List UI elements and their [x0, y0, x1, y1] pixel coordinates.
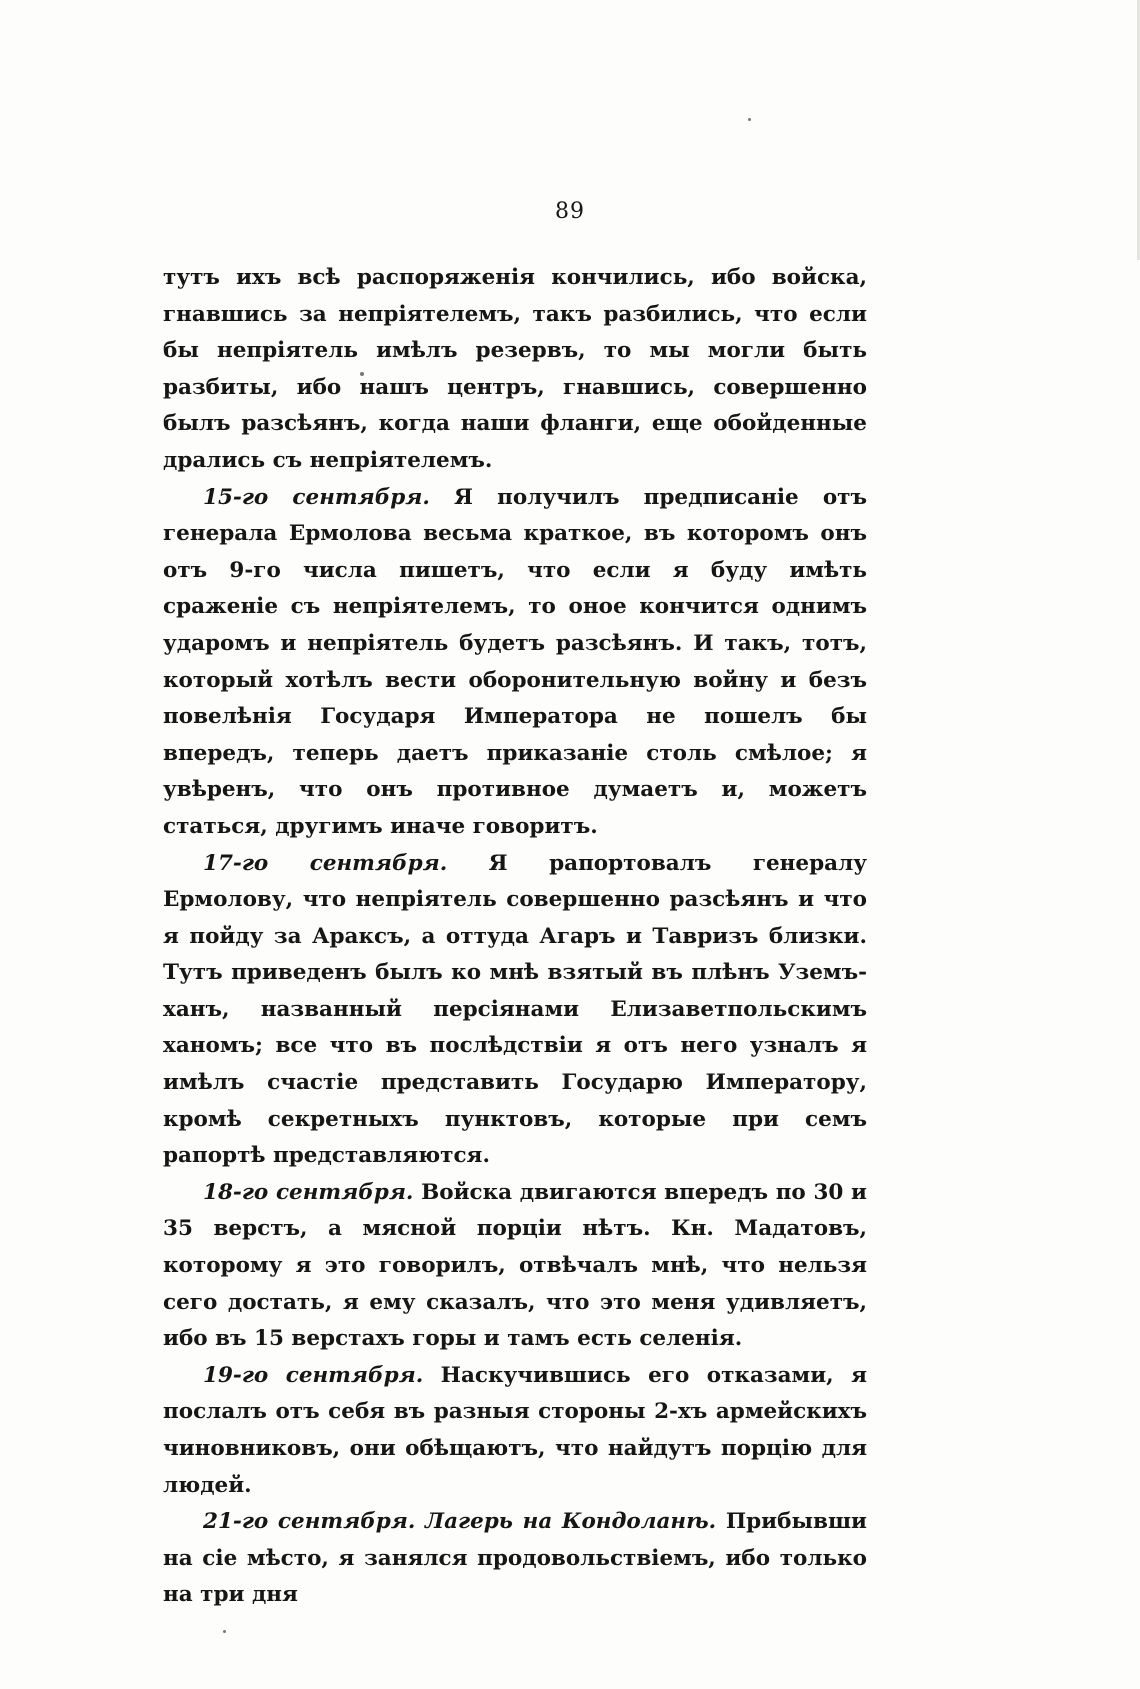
paragraph: [163, 260, 867, 480]
diary-entry: [163, 846, 867, 1175]
entry-text: Я рапортовалъ генералу Ермолову, что непріятель совершенно разсѣянъ и что я пойду за Араксъ, а оттуда Агаръ и Тавризъ близки. Тутъ приведенъ былъ ко мнѣ взятый въ плѣнъ Уземъ-ханъ, названный персіянами Елизаветпольскимъ ханомъ; все что въ послѣдствіи я отъ него узналъ я имѣлъ счастіе представить Государю Императору, кромѣ секретныхъ пунктовъ, которые при семъ рапортѣ представляются.: [163, 850, 867, 1169]
entry-text: Наскучившись его отказами, я послалъ отъ себя въ разныя стороны 2-хъ армейскихъ чиновниковъ, они обѣщаютъ, что найдутъ порцію для людей.: [163, 1362, 867, 1498]
entry-date: 21-го сентября. Лагерь на Кондоланѣ.: [203, 1509, 717, 1535]
paragraph-text: тутъ ихъ всѣ распоряженія кончились, ибо войска, гнавшись за непріятелемъ, такъ разбились, что если бы непріятель имѣлъ резервъ, то мы могли быть разбиты, ибо нашъ центръ, гнавшись, совершенно былъ разсѣянъ, когда наши фланги, еще обойденные дрались съ непріятелемъ.: [163, 265, 867, 473]
page-number: 89: [555, 199, 585, 224]
entry-text: Прибывши на сіе мѣсто, я занялся продовольствіемъ, ибо только на три дня: [163, 1509, 867, 1608]
entry-text: Я получилъ предписаніе отъ генерала Ермолова весьма краткое, въ которомъ онъ отъ 9-го числа пишетъ, что если я буду имѣть сраженіе съ непріятелемъ, то оное кончится однимъ ударомъ и непріятель будетъ разсѣянъ. И такъ, тотъ, который хотѣлъ вести оборонительную войну и безъ повелѣнія Государя Императора не пошелъ бы впередъ, теперь даетъ приказаніе столь смѣлое; я увѣренъ, что онъ противное думаетъ и, можетъ статься, другимъ иначе говоритъ.: [163, 484, 867, 839]
diary-entry: [163, 480, 867, 846]
entry-date: 18-го сентября.: [203, 1179, 414, 1205]
diary-entry: [163, 1504, 867, 1614]
scan-speck: [223, 1630, 226, 1633]
diary-entry: [163, 1175, 867, 1358]
entry-date: 17-го сентября.: [203, 850, 448, 876]
body-text: [163, 260, 867, 1614]
entry-text: Войска двигаются впередъ по 30 и 35 верстъ, а мясной порціи нѣтъ. Кн. Мадатовъ, которому я это говорилъ, отвѣчалъ мнѣ, что нельзя сего достать, я ему сказалъ, что это меня удивляетъ, ибо въ 15 верстахъ горы и тамъ есть селенія.: [163, 1179, 867, 1352]
scan-speck: [748, 118, 751, 121]
diary-entry: [163, 1358, 867, 1504]
entry-date: 19-го сентября.: [203, 1362, 424, 1388]
entry-date: 15-го сентября.: [203, 484, 430, 510]
